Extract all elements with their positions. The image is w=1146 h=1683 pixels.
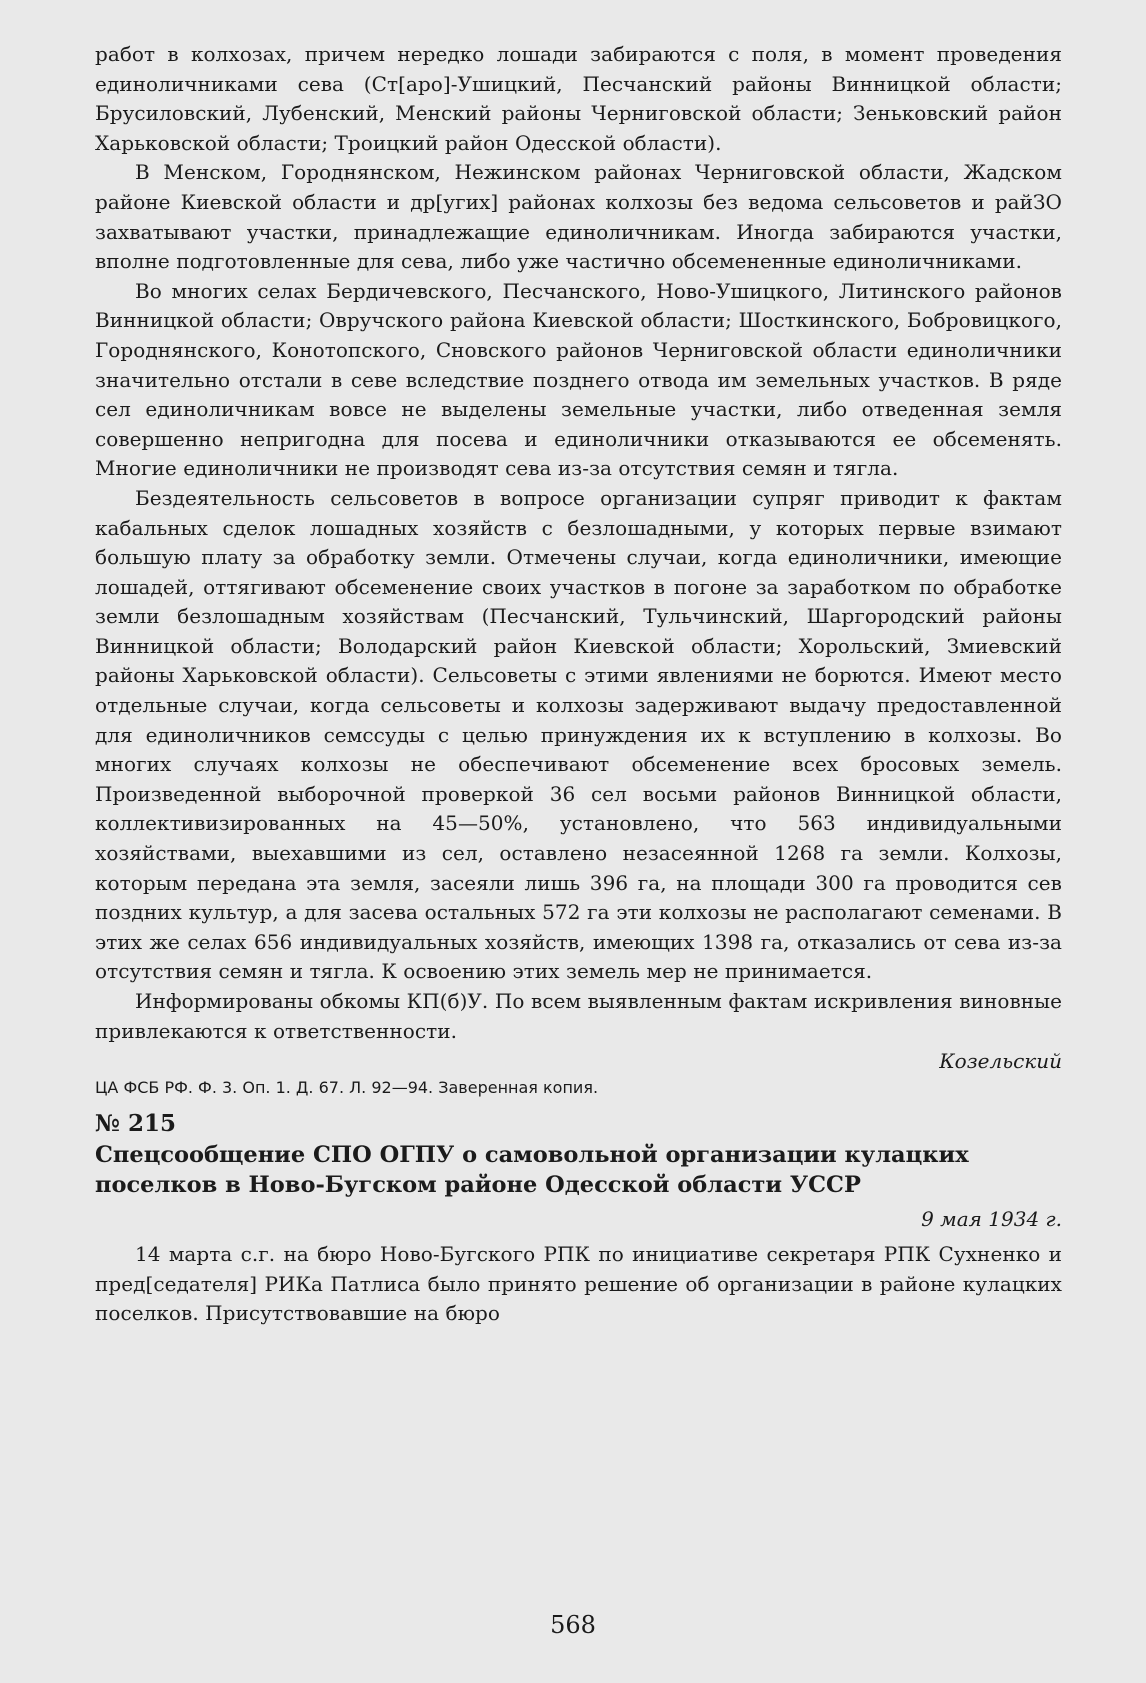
page-number: 568 bbox=[550, 1611, 596, 1639]
document-number: № 215 bbox=[95, 1110, 177, 1138]
body-paragraph-2: В Менском, Городнянском, Нежинском районах Черниговской области, Жадском районе Киевской области и др[угих] районах колхозы без ведома сельсоветов и райЗО захватывают участки, принадлежащие единоличникам. Иногда забираются участки, вполне подготовленные для сева, либо уже частично обсемененные единоличниками. bbox=[95, 160, 1062, 274]
body-paragraph-1: работ в колхозах, причем нередко лошади забираются с поля, в момент проведения единоличниками сева (Ст[аро]-Ушицкий, Песчанский районы Винницкой области; Брусиловский, Лубенский, Менский районы Черниговской области; Зеньковский район Харьковской области; Троицкий район Одесской области). bbox=[95, 42, 1062, 155]
document-date: 9 мая 1934 г. bbox=[921, 1207, 1062, 1232]
body-paragraph-5: Информированы обкомы КП(б)У. По всем выявленным фактам искривления виновные привлекаются к ответственности. bbox=[95, 989, 1062, 1043]
signature: Козельский bbox=[939, 1049, 1062, 1074]
body-paragraph-3: Во многих селах Бердичевского, Песчанского, Ново-Ушицкого, Литинского районов Винницкой области; Овручского района Киевской области; Шосткинского, Бобровицкого, Городнянского, Конотопского, Сновского районов Черниговской области единоличники значительно отстали в севе вследствие позднего отвода им земельных участков. В ряде сел единоличникам вовсе не выделены земельные участки, либо отведенная земля совершенно непригодна для посева и единоличники отказываются ее обсеменять. Многие единоличники не производят сева из-за отсутствия семян и тягла. bbox=[95, 278, 1062, 481]
body-paragraph-4: Бездеятельность сельсоветов в вопросе организации супряг приводит к фактам кабальных сделок лошадных хозяйств с безлошадными, у которых первые взимают большую плату за обработку земли. Отмечены случаи, когда единоличники, имеющие лошадей, оттягивают обсеменение своих участков в погоне за заработком по обработке земли безлошадным хозяйствам (Песчанский, Тульчинский, Шаргородский районы Винницкой области; Володарский район Киевской области; Хорольский, Змиевский районы Харьковской области). Сельсоветы с этими явлениями не борются. Имеют место отдельные случаи, когда сельсоветы и колхозы задерживают выдачу предоставленной для единоличников семссуды с целью принуждения их к вступлению в колхозы. Во многих случаях колхозы не обеспечивают обсеменение всех бросовых земель. Произведенной выборочной проверкой 36 сел восьми районов Винницкой области, коллективизированных на 45—50%, установлено, что 563 индивидуальными хозяйствами, выехавшими из сел, оставлено незасеянной 1268 га земли. Колхозы, которым передана эта земля, засеяли лишь 396 га, на площади 300 га проводится сев поздних культур, а для засева остальных 572 га эти колхозы не располагают семенами. В этих же селах 656 индивидуальных хозяйств, имеющих 1398 га, отказались от сева из-за отсутствия семян и тягла. К освоению этих земель мер не принимается. bbox=[95, 485, 1062, 984]
document-title: Спецсообщение СПО ОГПУ о самовольной организации кулацких поселков в Ново-Бугском районе Одесской области УССР bbox=[95, 1142, 969, 1199]
next-document-paragraph-1: 14 марта с.г. на бюро Ново-Бугского РПК по инициативе секретаря РПК Сухненко и пред[седателя] РИКа Патлиса было принято решение об организации в районе кулацких поселков. Присутствовавшие на бюро bbox=[95, 1242, 1062, 1326]
archive-source-citation: ЦА ФСБ РФ. Ф. 3. Оп. 1. Д. 67. Л. 92—94. Заверенная копия. bbox=[95, 1078, 599, 1098]
